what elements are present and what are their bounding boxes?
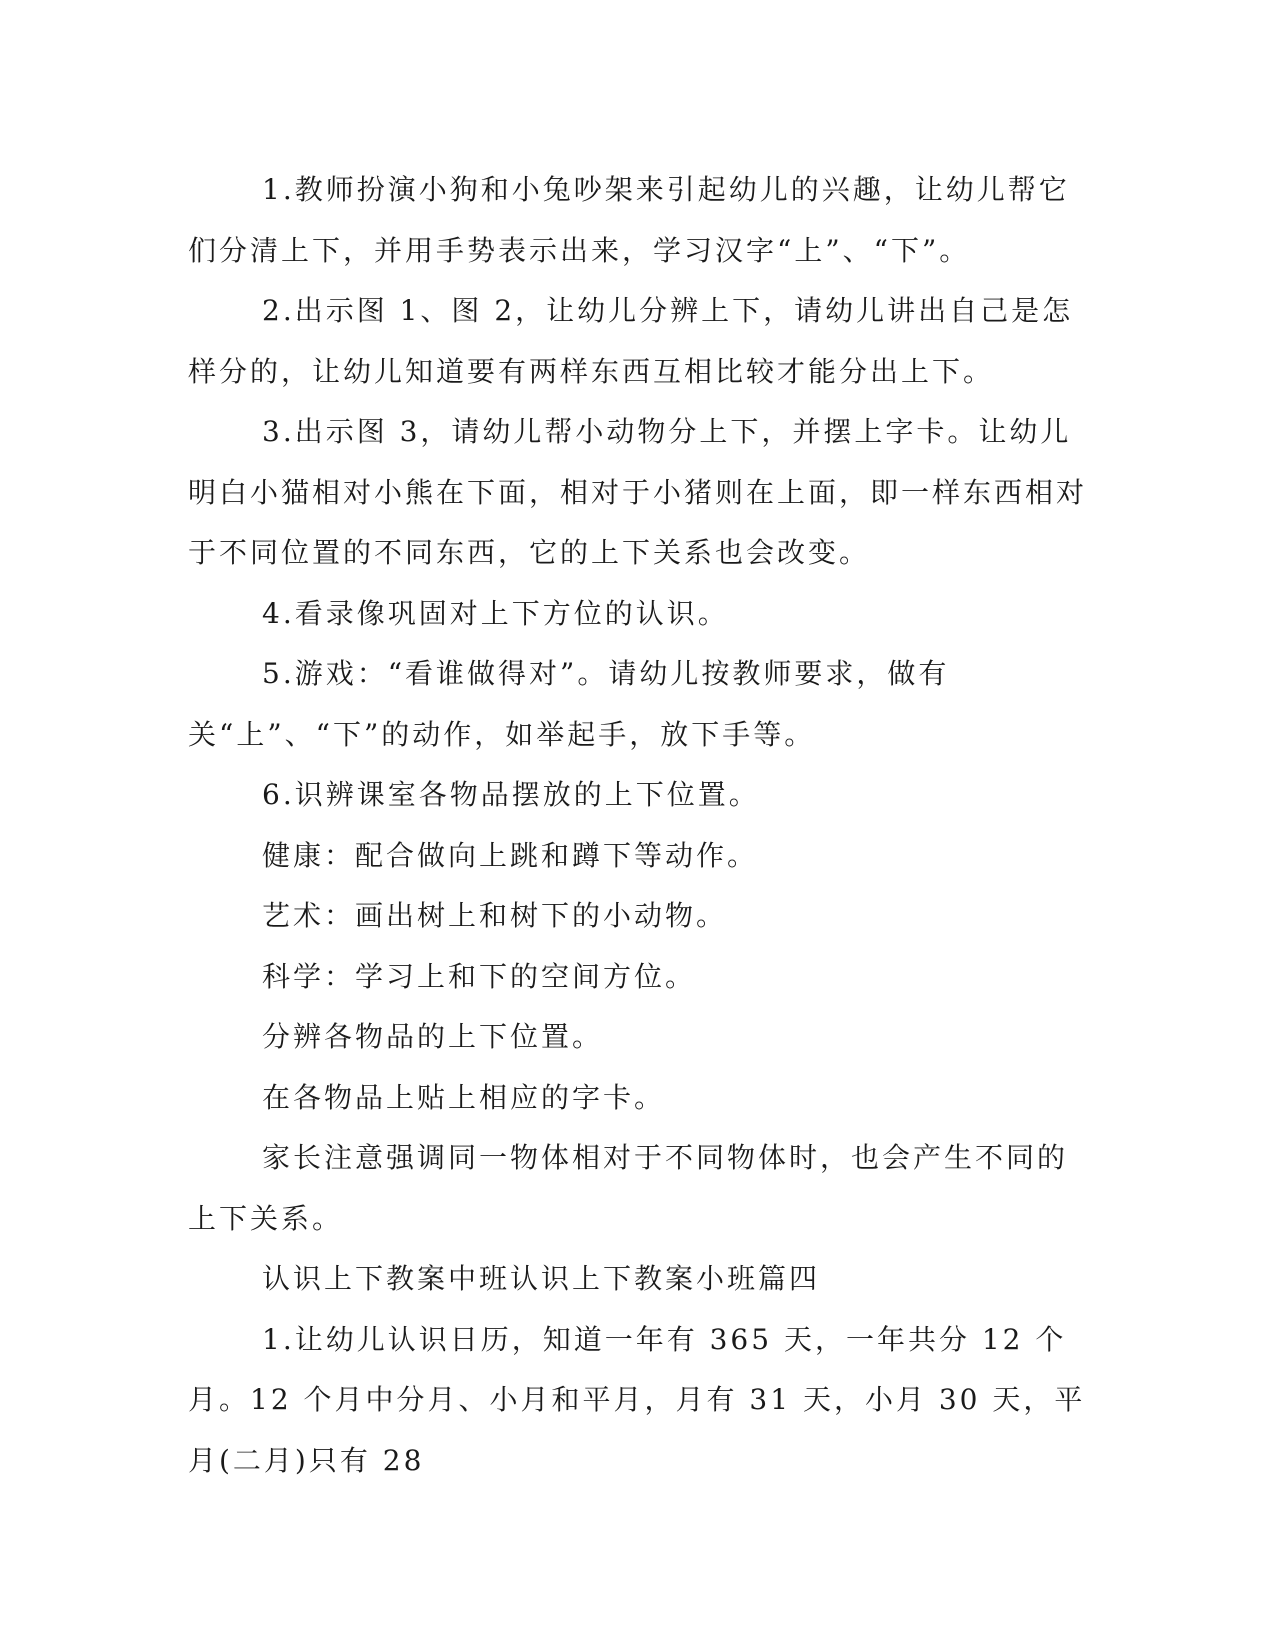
paragraph-art: 艺术：画出树上和树下的小动物。 [262,899,728,932]
paragraph-activity-2: 2.出示图 1、图 2，让幼儿分辨上下，请幼儿讲出自己是怎样分的，让幼儿知道要有两样东西互相比较才能分出上下。 [188,294,1074,388]
document-body [188,160,1088,1491]
section-heading: 认识上下教案中班认识上下教案小班篇四 [262,1262,821,1295]
paragraph-activity-4: 4.看录像巩固对上下方位的认识。 [262,596,729,630]
paragraph-parents-note: 家长注意强调同一物体相对于不同物体时，也会产生不同的上下关系。 [188,1141,1069,1235]
paragraph-science: 科学：学习上和下的空间方位。 [262,959,697,993]
paragraph-word-cards: 在各物品上贴上相应的字卡。 [262,1080,666,1114]
paragraph-health: 健康：配合做向上跳和蹲下等动作。 [262,838,759,872]
paragraph-activity-5: 5.游戏：“看谁做得对”。请幼儿按教师要求，做有关“上”、“下”的动作，如举起手，放下手等。 [188,657,950,751]
paragraph-activity-3: 3.出示图 3，请幼儿帮小动物分上下，并摆上字卡。让幼儿明白小猫相对小熊在下面，相对于小猪则在上面，即一样东西相对于不同位置的不同东西，它的上下关系也会改变。 [188,415,1088,569]
paragraph-calendar: 1.让幼儿认识日历，知道一年有 365 天，一年共分 12 个月。12 个月中分月、小月和平月，月有 31 天，小月 30 天，平月(二月)只有 28 [188,1322,1086,1477]
paragraph-distinguish: 分辨各物品的上下位置。 [262,1020,604,1053]
paragraph-activity-6: 6.识辨课室各物品摆放的上下位置。 [262,778,760,811]
paragraph-activity-1: 1.教师扮演小狗和小兔吵架来引起幼儿的兴趣，让幼儿帮它们分清上下，并用手势表示出来，学习汉字“上”、“下”。 [188,173,1070,267]
